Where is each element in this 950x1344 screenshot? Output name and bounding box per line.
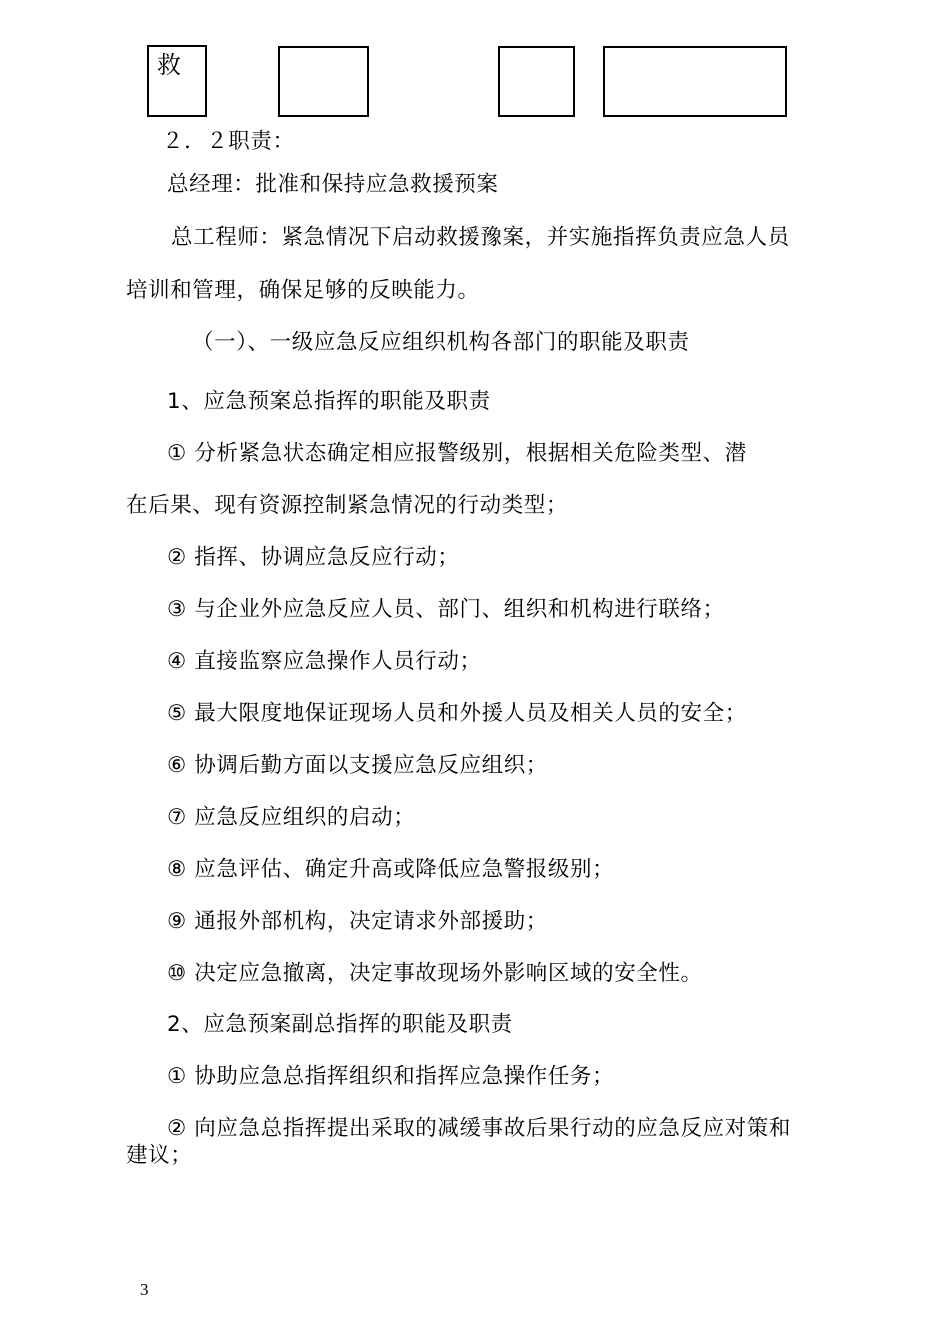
list-item: ⑦ 应急反应组织的启动； [167, 805, 416, 830]
table-cell-rescue [147, 45, 207, 117]
list-item: ④ 直接监察应急操作人员行动； [167, 649, 482, 674]
paragraph-chief-engineer: 总工程师：紧急情况下启动救援豫案，并实施指挥负责应急人员 [171, 225, 790, 250]
page-number: 3 [140, 1280, 149, 1299]
table-cell-empty [498, 46, 575, 117]
subheading-commander: 1、应急预案总指挥的职能及职责 [167, 389, 491, 414]
section-heading-level-one: （一）、一级应急反应组织机构各部门的职能及职责 [192, 330, 690, 355]
list-item: ⑧ 应急评估、确定升高或降低应急警报级别； [167, 857, 615, 882]
list-item: ⑨ 通报外部机构，决定请求外部援助； [167, 909, 548, 934]
list-item: ① 协助应急总指挥组织和指挥应急操作任务； [167, 1064, 615, 1089]
table-cell-empty [603, 46, 787, 117]
list-item: ⑤ 最大限度地保证现场人员和外援人员及相关人员的安全； [167, 701, 747, 726]
subheading-deputy-commander: 2、应急预案副总指挥的职能及职责 [167, 1012, 513, 1037]
table-cell-empty [278, 46, 369, 117]
list-item: ② 指挥、协调应急反应行动； [167, 545, 460, 570]
list-item: ⑥ 协调后勤方面以支援应急反应组织； [167, 753, 548, 778]
list-item: ② 向应急总指挥提出采取的减缓事故后果行动的应急反应对策和 [167, 1116, 792, 1141]
paragraph-chief-engineer-cont: 培训和管理，确保足够的反映能力。 [126, 278, 480, 303]
list-item: ① 分析紧急状态确定相应报警级别，根据相关危险类型、潜 [167, 441, 747, 466]
list-item-cont: 在后果、现有资源控制紧急情况的行动类型； [126, 493, 569, 518]
list-item: ⑩ 决定应急撤离，决定事故现场外影响区域的安全性。 [167, 961, 703, 986]
list-item-cont: 建议； [126, 1143, 193, 1168]
section-heading-duties: ２．２职责： [162, 129, 295, 154]
paragraph-general-manager: 总经理：批准和保持应急救援预案 [167, 172, 499, 197]
list-item: ③ 与企业外应急反应人员、部门、组织和机构进行联络； [167, 597, 725, 622]
table-cell-text: 救 [157, 51, 181, 79]
